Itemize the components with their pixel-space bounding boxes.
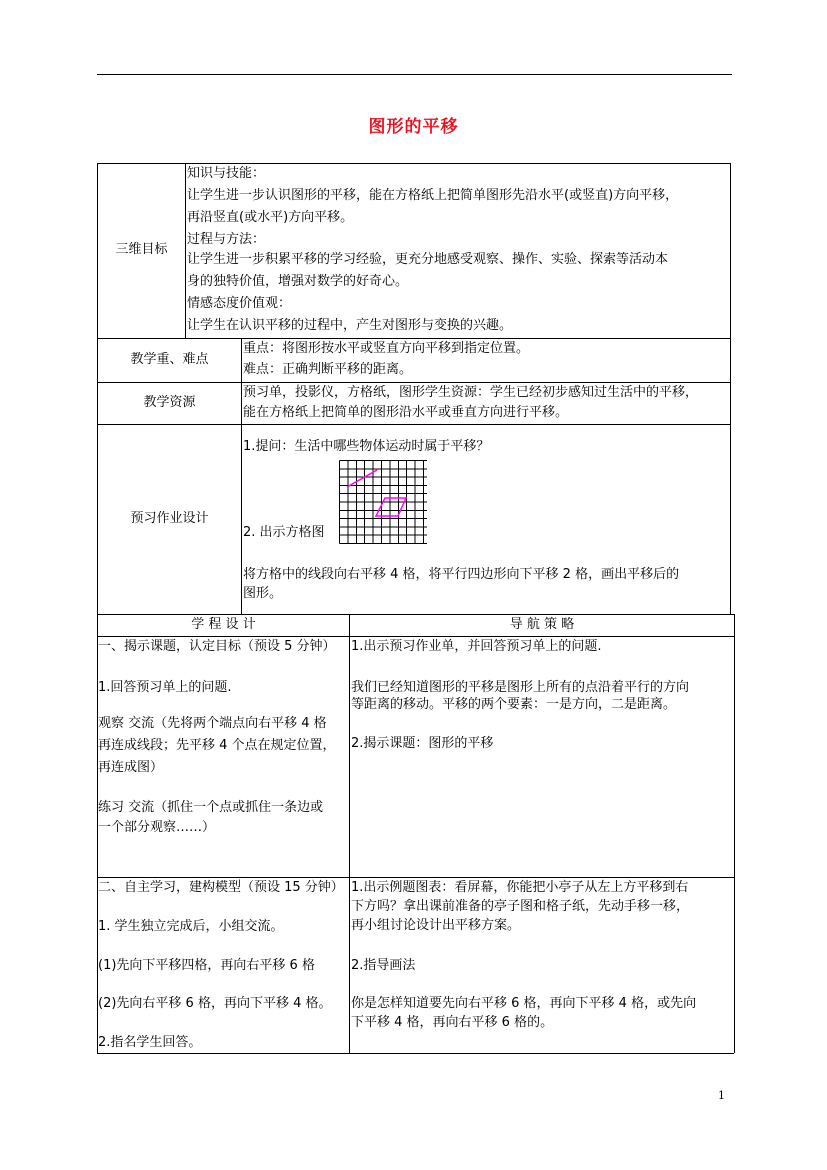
- s1-right-line: 我们已经知道图形的平移是图形上所有的点沿着平行的方向: [351, 680, 690, 695]
- header-navigation-strategy: 导 航 策 略: [509, 617, 575, 632]
- s1-left-line: 观察 交流（先将两个端点向右平移 4 格: [98, 716, 327, 731]
- goals-label: 三维目标: [115, 242, 168, 257]
- key-points-label: 教学重、难点: [130, 352, 209, 367]
- s1-left-line: 再连成线段；先平移 4 个点在规定位置，: [98, 738, 336, 753]
- key-point-line: 难点：正确判断平移的距离。: [243, 362, 413, 377]
- preview-question-1: 1.提问：生活中哪些物体运动时属于平移？: [243, 439, 490, 454]
- preview-instruction-line: 将方格中的线段向右平移 4 格，将平行四边形向下平移 2 格，画出平移后的: [243, 567, 680, 582]
- s1-right-line: 2.揭示课题：图形的平移: [351, 736, 494, 751]
- header-learning-design: 学 程 设 计: [191, 617, 256, 632]
- goals-line: 过程与方法：: [187, 232, 266, 247]
- resources-line: 能在方格纸上把简单的图形沿水平或垂直方向进行平移。: [243, 405, 569, 420]
- s1-left-line: 再连成图）: [98, 760, 164, 775]
- page-title: 图形的平移: [368, 117, 459, 137]
- page-number: 1: [718, 1089, 725, 1102]
- header-rule: [97, 74, 732, 75]
- parallelogram-shape: [376, 498, 406, 516]
- goals-line: 身的独特价值，增强对数学的好奇心。: [187, 274, 409, 289]
- goals-line: 知识与技能：: [187, 166, 266, 181]
- grid-figure: [339, 460, 427, 544]
- s1-left-line: 一、揭示课题，认定目标（预设 5 分钟）: [98, 639, 336, 654]
- line-segment-shape: [347, 470, 377, 487]
- s2-right-line: 下平移 4 格，再向右平移 6 格的。: [351, 1015, 554, 1030]
- goals-line: 情感态度价值观：: [187, 296, 292, 311]
- goals-line: 让学生进一步积累平移的学习经验，更充分地感受观察、操作、实验、探索等活动本: [187, 252, 669, 267]
- s2-right-line: 下方吗？拿出课前准备的亭子图和格子纸，先动手移一移，: [351, 899, 690, 914]
- s2-left-line: (1)先向下平移四格，再向右平移 6 格: [98, 958, 315, 973]
- key-point-line: 重点：将图形按水平或竖直方向平移到指定位置。: [243, 341, 530, 356]
- s2-right-line: 你是怎样知道要先向右平移 6 格，再向下平移 4 格，或先向: [351, 996, 697, 1011]
- s1-left-line: 练习 交流（抓住一个点或抓住一条边或: [98, 800, 324, 815]
- s2-right-line: 再小组讨论设计出平移方案。: [351, 918, 521, 933]
- resources-label: 教学资源: [143, 395, 196, 410]
- s1-left-line: 1.回答预习单上的问题.: [98, 680, 232, 695]
- s2-left-line: 二、自主学习，建构模型（预设 15 分钟）: [98, 880, 344, 895]
- goals-line: 让学生进一步认识图形的平移，能在方格纸上把简单图形先沿水平(或竖直)方向平移，: [187, 188, 679, 203]
- s2-left-line: 2.指名学生回答。: [98, 1035, 202, 1050]
- s1-right-line: 1.出示预习作业单，并回答预习单上的问题.: [351, 639, 602, 654]
- s2-left-line: (2)先向右平移 6 格，再向下平移 4 格。: [98, 996, 332, 1011]
- s1-right-line: 等距离的移动。平移的两个要素：一是方向，二是距离。: [351, 697, 677, 712]
- resources-line: 预习单，投影仪，方格纸，图形学生资源：学生已经初步感知过生活中的平移，: [243, 385, 699, 400]
- s2-right-line: 2.指导画法: [351, 958, 416, 973]
- s2-left-line: 1. 学生独立完成后，小组交流。: [98, 919, 284, 934]
- goals-line: 再沿竖直(或水平)方向平移。: [187, 210, 354, 225]
- preview-label: 预习作业设计: [130, 511, 209, 526]
- s1-left-line: 一个部分观察……）: [98, 820, 216, 835]
- goals-line: 让学生在认识平移的过程中，产生对图形与变换的兴趣。: [187, 318, 513, 333]
- preview-instruction-line: 图形。: [243, 586, 283, 601]
- s2-right-line: 1.出示例题图表：看屏幕，你能把小亭子从左上方平移到右: [351, 880, 689, 895]
- preview-question-2: 2. 出示方格图: [243, 525, 325, 540]
